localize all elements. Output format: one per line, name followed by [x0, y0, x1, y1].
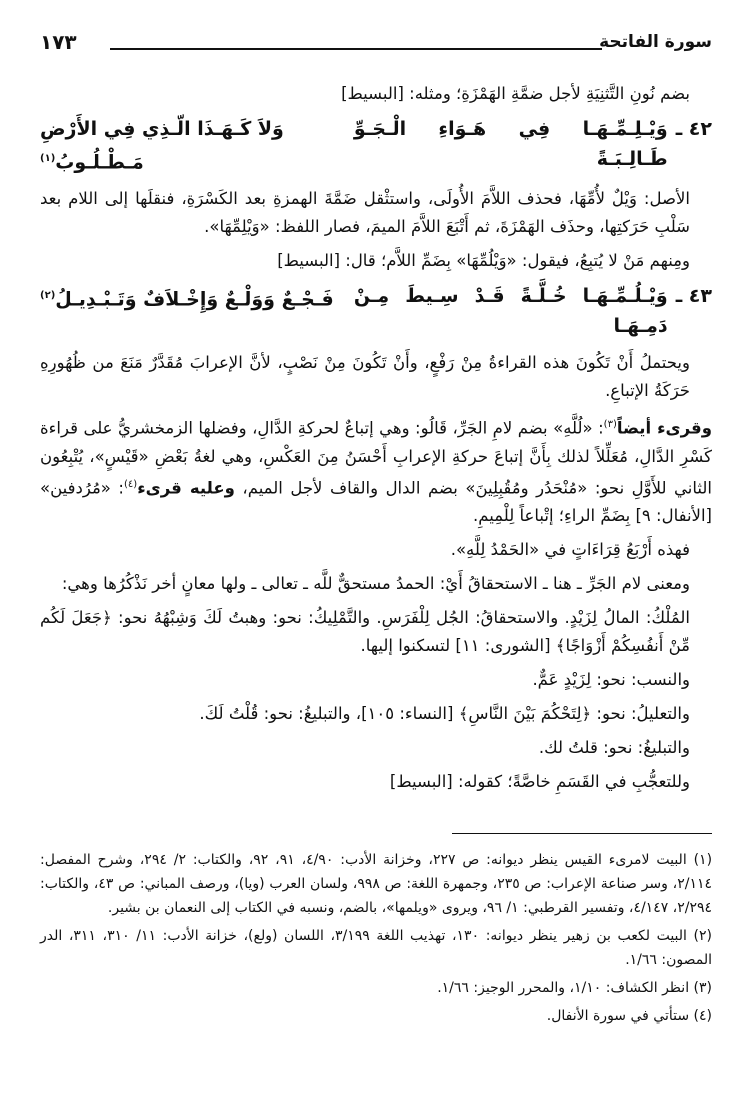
verse-hemistich-2-text: وَلاَ كَـهَـذَا الّـذِي فِي الأَرْضِ مَـطْـلُـوبُ [40, 118, 284, 174]
footnote-mark: (٢) [40, 290, 56, 302]
paragraph-taajjub: وللتعجُّبِ في القَسَمِ خاصَّةً؛ كقوله: [البسيط] [389, 772, 690, 792]
paragraph-asl: الأصل: وَيْلٌ لأُمِّهَا، فحذف اللاَّمَ الأُولَى، واستثْقل ضَمَّةَ الهمزةِ بعد الكَسْرَةِ، فنقلَها إلى اللام بعد سَلْبِ حَرَكتِها، وحذَف الهَمْزَةَ، ثم أَتْبَعَ اللاَّمَ الميمَ، فصار اللفظ: «وَيْلِمِّهَا». [40, 189, 690, 237]
verse-43 [40, 281, 712, 341]
document-page [40, 28, 712, 1068]
verse-hemistich-2 [40, 114, 354, 177]
surah-title: سورة الفاتحة [599, 32, 712, 52]
verse-hemistich-2 [40, 281, 354, 341]
paragraph-minhum: ومِنهم مَنْ لا يُتبِعُ، فيقول: «وَيْلُمِّهَا» بِضَمِّ اللاَّم؛ قال: [البسيط] [277, 251, 690, 271]
footnote-1: (١) البيت لامرىء القيس ينظر ديوانه: ص ٢٢٧، وخزانة الأدب: ٤/٩٠، ٩١، ٩٢، والكتاب: ٢/ ٢٩٤، وشرح المفصل: ٢/١١٤، وسر صناعة الإعراب: ص ٢٣٥، وجمهرة اللغة: ص ٩٩٨، ولسان العرب (ويا)، ورصف المباني: ص ٤٣، والكتاب: ٢/٢٩٤، ٤/١٤٧، وتفسير القرطبي: ١/ ٩٦، ويروى «ويلمها»، بالضم، ونسبه في الكتاب إلى النعمان بن بشير. [40, 852, 713, 916]
verse-42 [40, 114, 712, 177]
paragraph-mulk: المُلْكُ: المالُ لِزَيْدٍ. والاستحقاقُ: الجُل لِلْفَرَسِ. والتَّمْلِيكُ: نحو: وهبتُ لَكَ وَشِبْهُهُ نحو: ﴿جَعَلَ لَكُم مِّنْ أَنفُسِكُمْ أَزْوَاجًا﴾ [الشورى: ١١] لتسكنوا إليها. [40, 608, 690, 656]
paragraph-nasab: والنسب: نحو: لِزَيْدٍ عَمٌّ. [532, 670, 690, 690]
footnote-2: (٢) البيت لكعب بن زهير ينظر ديوانه: ١٣٠، تهذيب اللغة ٣/١٩٩، اللسان (ولع)، خزانة الأدب: ١١/ ٣١٠، ٣١١، الدر المصون: ١/٦٦. [40, 928, 712, 968]
quri-lead-2: وعليه قرىء [137, 478, 235, 498]
verse-hemistich-1: وَيْـلِـمِّـهَـا فِي هَـوَاءِ الْـجَـوِّ طَـالِـبَـةً [353, 118, 668, 170]
verse-hemistich-1: وَيْـلُـمِّـهَـا خُـلَّـةً قَـدْ سِـيطَ مِـنْ دَمِـهَـا [353, 285, 668, 338]
paragraph-talil: والتعليلُ: نحو: ﴿لِتَحْكُمَ بَيْنَ النَّاسِ﴾ [النساء: ١٠٥]، والتبليغُ: نحو: قُلْتُ لَكَ. [199, 704, 690, 724]
text-line-intro: بضم نُونِ التَّثنِيَةِ لأجل ضمَّةِ الهَمْزَةِ؛ ومثله: [البسيط] [341, 84, 690, 103]
footnote-mark: (٣) [603, 419, 617, 431]
footnote-rule [452, 833, 712, 834]
main-text [40, 80, 712, 802]
verse-hemistich-2-text: فَـجْـعٌ وَوَلْـعٌ وَإِخْـلاَفٌ وَتَـبْـدِيـلُ [55, 288, 334, 311]
footnote-mark: (٤) [124, 478, 138, 490]
paragraph-wamana: ومعنى لام الجَرِّ ـ هنا ـ الاستحقاقُ أَيْ: الحمدُ مستحقٌّ للَّه ـ تعالى ـ ولها معانٍ أخر نَذْكُرُها وهي: [61, 574, 690, 594]
verse-number: ٤٢ ـ [675, 118, 712, 140]
footnote-3: (٣) انظر الكشاف: ١/١٠، والمحرر الوجيز: ١/٦٦. [437, 980, 712, 996]
verse-number: ٤٣ ـ [675, 285, 712, 308]
quri-lead: وقرىء أيضاً [616, 418, 712, 438]
page-number: ١٧٣ [40, 30, 77, 54]
paragraph-fahadhih: فهذه أَرْبَعُ قِرَاءَاتٍ في «الحَمْدُ لِلَّهِ». [450, 540, 690, 560]
paragraph-tabligh: والتبليغُ: نحو: قلتُ لك. [538, 738, 690, 758]
page-header [40, 28, 712, 62]
footnotes [40, 848, 712, 1032]
paragraph-quri [40, 411, 712, 530]
footnote-4: (٤) ستأتي في سورة الأنفال. [546, 1008, 712, 1024]
paragraph-yahtamil: ويحتملُ أَنْ تَكُونَ هذه القراءةُ مِنْ رَفْعٍ، وأَنْ تَكُونَ مِنْ نَصْبٍ، لأنَّ الإعرابَ مُقَدَّرٌ مَنَعَ من ظُهُورِهِ حَرَكَةُ الإتباعِ. [40, 353, 690, 401]
quri-tail: : «مُرُدفين» [الأنفال: ٩] بِضَمِّ الراءِ؛ إتْباعاً لِلْمِيمِ. [40, 478, 712, 526]
footnote-mark: (١) [40, 153, 56, 164]
quri-text: : «لُلَّهِ» بضم لامِ الجَرِّ، قَالُو: وهي إتباعٌ لحركةِ الدَّالِ، وفضلها الزمخشريُّ على قراءة كَسْرِ الدَّالِ، مُعَلِّلاً لذلك بِأَنَّ إتباعَ حركةِ الإعرابِ أَحْسَنُ مِنَ العَكْسِ، وهي لغةُ بَعْضِ «قَيْسٍ»، يُتْبِعُون الثاني للأَوَّلِ نحو: «مُنْحَدُر ومُقُبِلِينَ» بضم الدال والقاف لأجل الميم، [40, 418, 713, 498]
header-rule [110, 48, 602, 50]
